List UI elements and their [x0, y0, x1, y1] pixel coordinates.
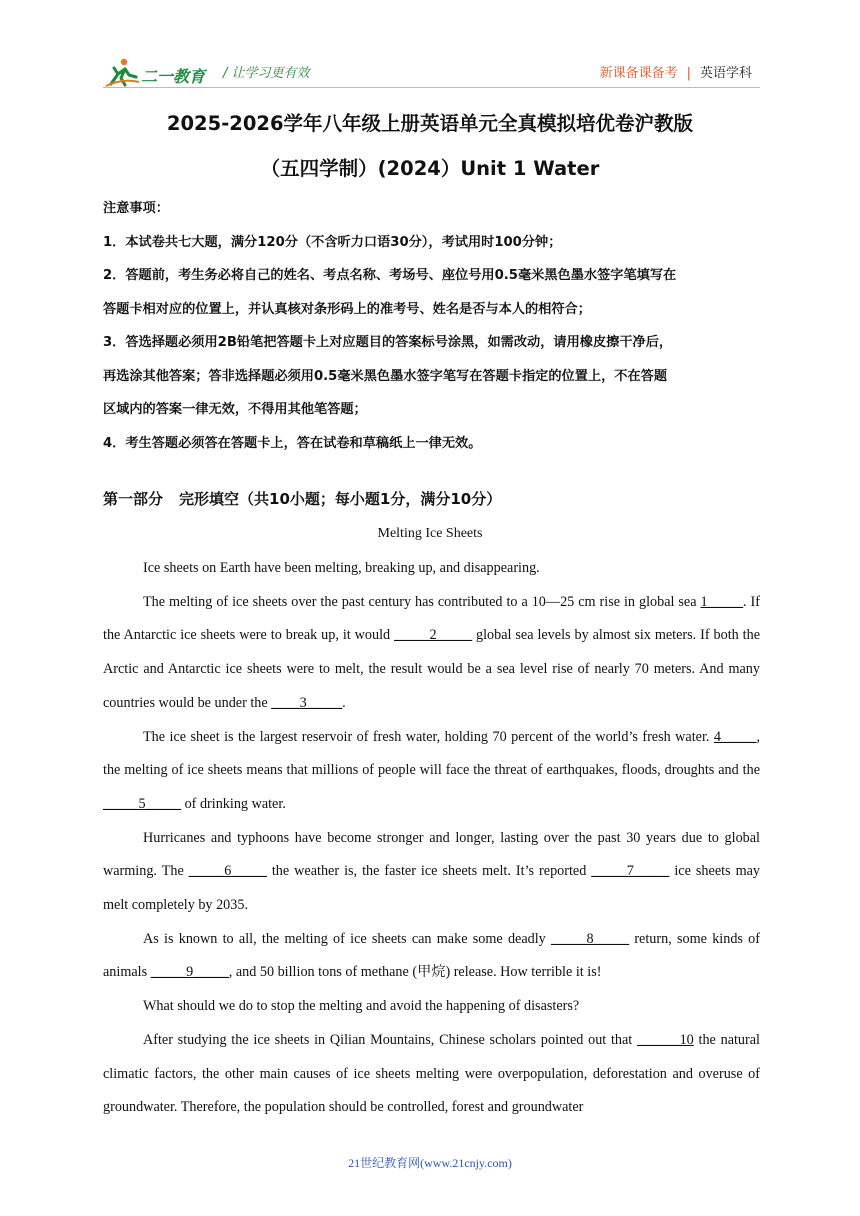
- blank-4: 4_____: [713, 728, 757, 745]
- header-divider: [103, 87, 760, 88]
- header-slogan: / 让学习更有效: [223, 66, 310, 81]
- notes-line: 答题卡相对应的位置上，并认真核对条形码上的准考号、姓名是否与本人的相符合；: [103, 301, 591, 317]
- passage-paragraph: The ice sheet is the largest reservoir of fresh water, holding 70 percent of the world’s fresh water. 4_____, the melting of ice sheets means that millions of people will face the threat of earthquakes, floods, droughts and the _____5_____ of drinking water.: [103, 728, 760, 812]
- blank-9: _____9_____: [150, 964, 229, 981]
- header-subject: 英语学科: [699, 66, 752, 81]
- passage-paragraph: What should we do to stop the melting and avoid the happening of disasters?: [143, 998, 580, 1015]
- blank-2: _____2_____: [394, 627, 473, 644]
- blank-7: _____7_____: [591, 863, 670, 880]
- passage-paragraph: Hurricanes and typhoons have become stronger and longer, lasting over the past 30 years due to global warming. The _____6_____ the weather is, the faster ice sheets melt. It’s reported _____7_____ ice sheets may melt completely by 2035.: [103, 829, 761, 914]
- notes-line: 2．答题前，考生务必将自己的姓名、考点名称、考场号、座位号用0.5毫米黑色墨水签字笔填写在: [103, 268, 677, 283]
- exam-title-line2: （五四学制）(2024）Unit 1 Water: [260, 157, 600, 180]
- page-footer: 21世纪教育网(www.21cnjy.com): [348, 1156, 512, 1170]
- section-heading: [103, 488, 501, 509]
- blank-10: ______10: [637, 1031, 694, 1048]
- passage-paragraph: As is known to all, the melting of ice sheets can make some deadly _____8_____ return, some kinds of animals _____9_____, and 50 billion tons of methane (甲烷) release. How terrible it is!: [103, 930, 761, 981]
- page-header: [103, 56, 760, 90]
- header-right: [600, 62, 752, 81]
- notes-block: [103, 192, 760, 460]
- blank-6: _____6_____: [188, 863, 267, 880]
- passage-body: [103, 552, 760, 1125]
- exam-title-line1: 2025-2026学年八年级上册英语单元全真模拟培优卷沪教版: [166, 112, 694, 135]
- blank-8: _____8_____: [551, 930, 630, 947]
- logo: [103, 56, 215, 90]
- header-separator: |: [686, 66, 691, 81]
- notes-line: 4．考生答题必须答在答题卡上，答在试卷和草稿纸上一律无效。: [103, 435, 482, 451]
- notes-line: 1．本试卷共七大题，满分120分（不含听力口语30分），考试用时100分钟；: [103, 234, 562, 250]
- notes-line: 再选涂其他答案；答非选择题必须用0.5毫米黑色墨水签字笔写在答题卡指定的位置上，不在答题: [103, 368, 668, 384]
- section-title: 完形填空（共10小题；每小题1分，满分10分）: [179, 490, 502, 508]
- notes-heading: 注意事项：: [103, 201, 169, 216]
- passage-paragraph: Ice sheets on Earth have been melting, breaking up, and disappearing.: [143, 560, 540, 576]
- passage-title: Melting Ice Sheets: [377, 526, 483, 541]
- passage-paragraph: After studying the ice sheets in Qilian Mountains, Chinese scholars pointed out that ______10 the natural climatic factors, the other main causes of ice sheets melting were overpopulation, deforestation and overuse of groundwater. Therefore, the population should be controlled, forest and groundwater: [103, 1031, 760, 1116]
- logo-text: 二一教育: [141, 67, 206, 86]
- running-figure-icon: [106, 59, 139, 86]
- notes-line: 3．答选择题必须用2B铅笔把答题卡上对应题目的答案标号涂黑，如需改动，请用橡皮擦干净后，: [103, 335, 673, 350]
- notes-line: 区域内的答案一律无效，不得用其他笔答题；: [103, 402, 367, 417]
- passage-paragraph: The melting of ice sheets over the past century has contributed to a 10—25 cm rise in global sea 1_____. If the Antarctic ice sheets were to break up, it would _____2_____ global sea levels by almost six meters. If both the Arctic and Antarctic ice sheets were to melt, the result would be a sea level rise of nearly 70 meters. And many countries would be under the ____3_____.: [103, 593, 761, 711]
- blank-1: 1_____: [700, 593, 744, 610]
- section-label: 第一部分: [103, 490, 164, 508]
- blank-3: ____3_____: [271, 694, 343, 711]
- header-course-text: 新课备课备考: [599, 66, 678, 81]
- blank-5: _____5_____: [103, 795, 182, 812]
